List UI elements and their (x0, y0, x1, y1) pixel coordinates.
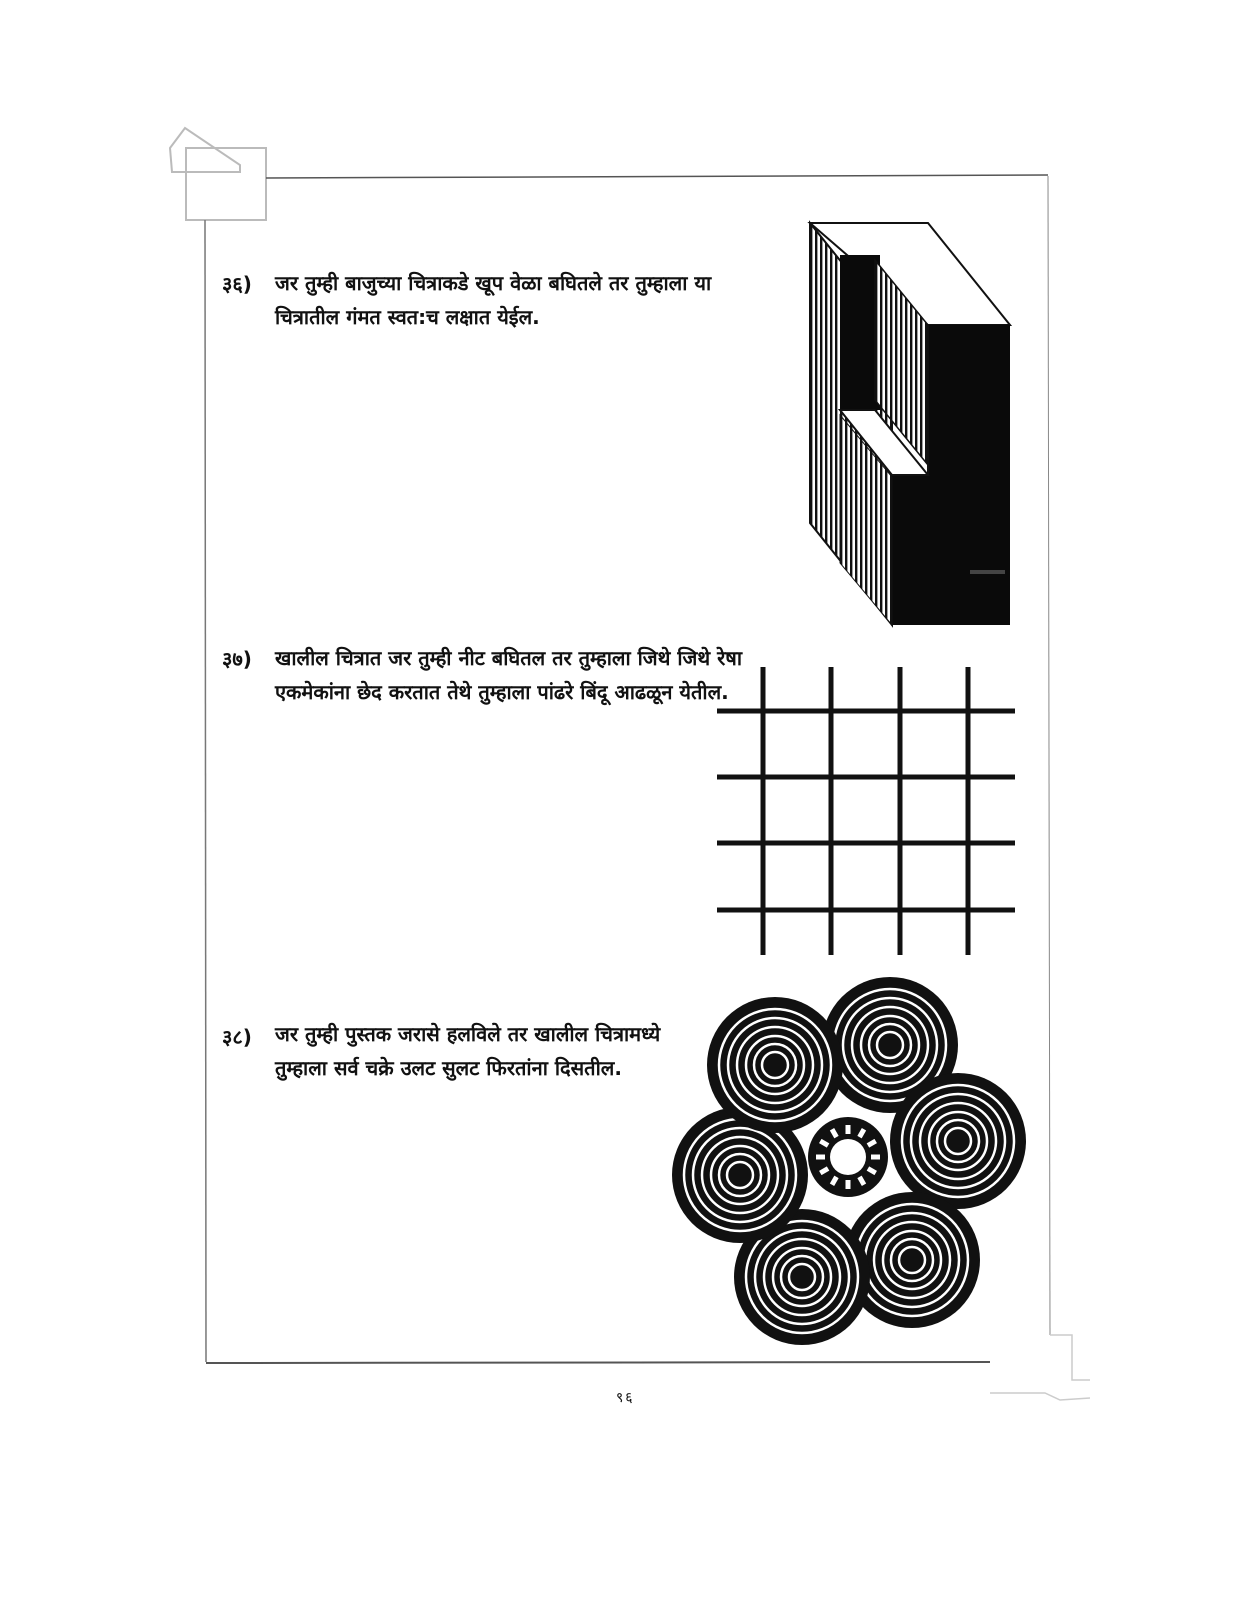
left-rule (205, 220, 206, 1362)
bottom-rule (206, 1362, 990, 1363)
hermann-grid-figure (715, 665, 1020, 960)
wheel-right (890, 1073, 1026, 1209)
question-38-number: ३८) (222, 1025, 252, 1049)
question-36-line-1: जर तुम्ही बाजुच्या चित्राकडे खूप वेळा बघितले तर तुम्हाला या (275, 271, 712, 295)
rotating-wheels-figure (665, 975, 1035, 1345)
question-38-line-2: तुम्हाला सर्व चक्रे उलट सुलट फिरतांना दिसतील. (275, 1056, 622, 1080)
top-rule (266, 175, 1048, 178)
question-37-text (275, 641, 743, 709)
question-37-line-1: खालील चित्रात जर तुम्ही नीट बघितल तर तुम्हाला जिथे जिथे रेषा (275, 646, 743, 670)
question-38-line-1: जर तुम्ही पुस्तक जरासे हलविले तर खालील चित्रामध्ये (275, 1022, 661, 1046)
question-37-number: ३७) (222, 647, 252, 671)
question-36-number: ३६) (222, 272, 252, 296)
question-36-text (275, 266, 765, 334)
wheel-top-left (707, 997, 843, 1133)
page-number: ९६ (616, 1390, 635, 1406)
impossible-block-figure (800, 215, 1020, 635)
top-left-corner-mark (170, 128, 266, 220)
question-36-line-2: चित्रातील गंमत स्वत:च लक्षात येईल. (275, 305, 540, 329)
question-38-text (275, 1017, 695, 1085)
right-rule (1048, 176, 1050, 1335)
question-37-line-2: एकमेकांना छेद करतात तेथे तुम्हाला पांढरे बिंदू आढळून येतील. (275, 680, 729, 704)
